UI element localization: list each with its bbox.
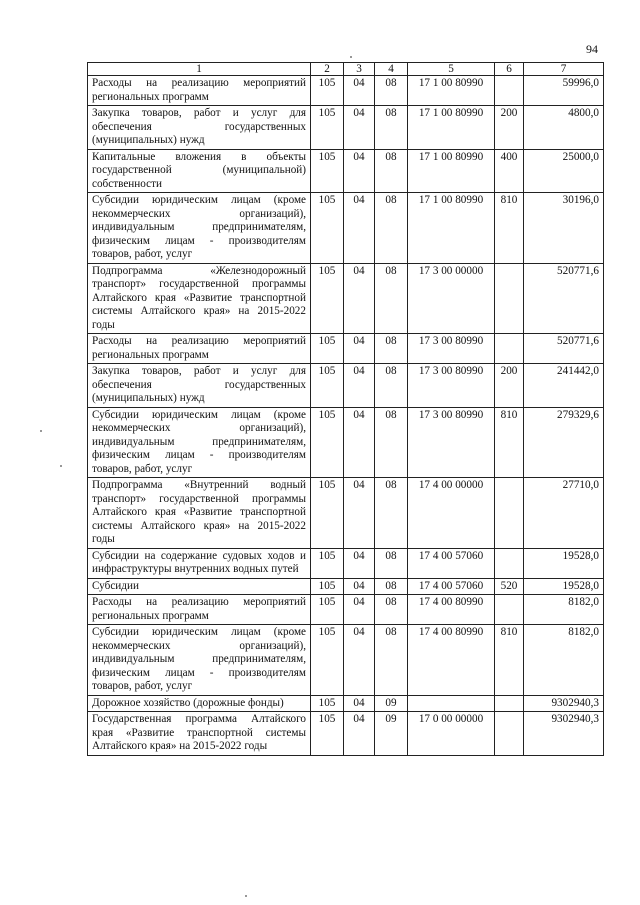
section-code-cell: 04 <box>344 712 375 756</box>
ministry-code-cell: 105 <box>311 712 344 756</box>
section-code-cell: 04 <box>344 193 375 264</box>
row-name-cell: Государственная программа Алтайского края «Развитие транспортной системы Алтайского края» на 2015-2022 годы <box>88 712 311 756</box>
amount-cell: 4800,0 <box>524 106 604 150</box>
ministry-code-cell: 105 <box>311 407 344 478</box>
subsection-code-cell: 09 <box>375 712 408 756</box>
scan-speck <box>245 895 247 897</box>
ministry-code-cell: 105 <box>311 149 344 193</box>
amount-cell: 30196,0 <box>524 193 604 264</box>
target-article-cell: 17 1 00 80990 <box>408 76 495 106</box>
target-article-cell: 17 4 00 57060 <box>408 578 495 595</box>
target-article-cell: 17 0 00 00000 <box>408 712 495 756</box>
ministry-code-cell: 105 <box>311 106 344 150</box>
table-header-row <box>88 63 604 76</box>
table-row <box>88 76 604 106</box>
section-code-cell: 04 <box>344 106 375 150</box>
subsection-code-cell: 08 <box>375 76 408 106</box>
table-row <box>88 149 604 193</box>
ministry-code-cell: 105 <box>311 263 344 334</box>
row-name-cell: Закупка товаров, работ и услуг для обеспечения государственных (муниципальных) нужд <box>88 106 311 150</box>
table-row <box>88 263 604 334</box>
section-code-cell: 04 <box>344 595 375 625</box>
section-code-cell: 04 <box>344 548 375 578</box>
ministry-code-cell: 105 <box>311 364 344 408</box>
amount-cell: 19528,0 <box>524 548 604 578</box>
column-header: 6 <box>495 63 524 76</box>
expense-type-cell: 400 <box>495 149 524 193</box>
row-name-cell: Субсидии юридическим лицам (кроме некоммерческих организаций), индивидуальным предпринимателям, физическим лицам - производителям товаров, работ, услуг <box>88 193 311 264</box>
subsection-code-cell: 08 <box>375 106 408 150</box>
expense-type-cell: 520 <box>495 578 524 595</box>
table-row <box>88 478 604 549</box>
row-name-cell: Подпрограмма «Внутренний водный транспорт» государственной программы Алтайского края «Развитие транспортной системы Алтайского края» на 2015-2022 годы <box>88 478 311 549</box>
row-name-cell: Субсидии на содержание судовых ходов и инфраструктуры внутренних водных путей <box>88 548 311 578</box>
subsection-code-cell: 09 <box>375 695 408 712</box>
table-row <box>88 193 604 264</box>
subsection-code-cell: 08 <box>375 407 408 478</box>
table-row <box>88 695 604 712</box>
column-header: 4 <box>375 63 408 76</box>
expense-type-cell: 200 <box>495 106 524 150</box>
subsection-code-cell: 08 <box>375 595 408 625</box>
target-article-cell: 17 4 00 80990 <box>408 625 495 696</box>
row-name-cell: Подпрограмма «Железнодорожный транспорт» государственной программы Алтайского края «Развитие транспортной системы Алтайского края» на 2015-2022 годы <box>88 263 311 334</box>
scan-speck <box>40 430 42 432</box>
amount-cell: 9302940,3 <box>524 695 604 712</box>
scan-speck <box>60 465 62 467</box>
subsection-code-cell: 08 <box>375 364 408 408</box>
ministry-code-cell: 105 <box>311 595 344 625</box>
section-code-cell: 04 <box>344 478 375 549</box>
page-number: 94 <box>586 42 598 56</box>
amount-cell: 520771,6 <box>524 334 604 364</box>
target-article-cell: 17 4 00 00000 <box>408 478 495 549</box>
column-header: 5 <box>408 63 495 76</box>
table-body <box>88 76 604 756</box>
section-code-cell: 04 <box>344 364 375 408</box>
section-code-cell: 04 <box>344 695 375 712</box>
amount-cell: 279329,6 <box>524 407 604 478</box>
table-row <box>88 625 604 696</box>
table-row <box>88 578 604 595</box>
section-code-cell: 04 <box>344 334 375 364</box>
expense-type-cell <box>495 263 524 334</box>
table-row <box>88 106 604 150</box>
row-name-cell: Закупка товаров, работ и услуг для обеспечения государственных (муниципальных) нужд <box>88 364 311 408</box>
target-article-cell: 17 3 00 80990 <box>408 407 495 478</box>
section-code-cell: 04 <box>344 149 375 193</box>
table-row <box>88 364 604 408</box>
subsection-code-cell: 08 <box>375 478 408 549</box>
amount-cell: 19528,0 <box>524 578 604 595</box>
table-row <box>88 334 604 364</box>
row-name-cell: Капитальные вложения в объекты государственной (муниципальной) собственности <box>88 149 311 193</box>
subsection-code-cell: 08 <box>375 578 408 595</box>
expense-type-cell: 810 <box>495 625 524 696</box>
expense-type-cell <box>495 712 524 756</box>
ministry-code-cell: 105 <box>311 578 344 595</box>
section-code-cell: 04 <box>344 407 375 478</box>
column-header: 2 <box>311 63 344 76</box>
subsection-code-cell: 08 <box>375 548 408 578</box>
row-name-cell: Дорожное хозяйство (дорожные фонды) <box>88 695 311 712</box>
row-name-cell: Субсидии <box>88 578 311 595</box>
amount-cell: 241442,0 <box>524 364 604 408</box>
amount-cell: 25000,0 <box>524 149 604 193</box>
column-header: 7 <box>524 63 604 76</box>
table-row <box>88 407 604 478</box>
ministry-code-cell: 105 <box>311 548 344 578</box>
expense-type-cell <box>495 76 524 106</box>
amount-cell: 8182,0 <box>524 625 604 696</box>
ministry-code-cell: 105 <box>311 625 344 696</box>
amount-cell: 8182,0 <box>524 595 604 625</box>
expense-type-cell <box>495 478 524 549</box>
target-article-cell: 17 3 00 80990 <box>408 334 495 364</box>
expense-type-cell <box>495 334 524 364</box>
expense-type-cell <box>495 595 524 625</box>
target-article-cell: 17 3 00 80990 <box>408 364 495 408</box>
amount-cell: 9302940,3 <box>524 712 604 756</box>
amount-cell: 27710,0 <box>524 478 604 549</box>
expense-type-cell: 810 <box>495 407 524 478</box>
ministry-code-cell: 105 <box>311 76 344 106</box>
section-code-cell: 04 <box>344 625 375 696</box>
table-row <box>88 548 604 578</box>
section-code-cell: 04 <box>344 76 375 106</box>
ministry-code-cell: 105 <box>311 334 344 364</box>
row-name-cell: Расходы на реализацию мероприятий региональных программ <box>88 334 311 364</box>
row-name-cell: Субсидии юридическим лицам (кроме некоммерческих организаций), индивидуальным предпринимателям, физическим лицам - производителям товаров, работ, услуг <box>88 625 311 696</box>
subsection-code-cell: 08 <box>375 625 408 696</box>
table-row <box>88 595 604 625</box>
table-row <box>88 712 604 756</box>
target-article-cell: 17 4 00 80990 <box>408 595 495 625</box>
row-name-cell: Субсидии юридическим лицам (кроме некоммерческих организаций), индивидуальным предпринимателям, физическим лицам - производителям товаров, работ, услуг <box>88 407 311 478</box>
section-code-cell: 04 <box>344 263 375 334</box>
target-article-cell: 17 4 00 57060 <box>408 548 495 578</box>
expense-type-cell: 810 <box>495 193 524 264</box>
target-article-cell <box>408 695 495 712</box>
column-header: 1 <box>88 63 311 76</box>
column-header: 3 <box>344 63 375 76</box>
expense-type-cell: 200 <box>495 364 524 408</box>
target-article-cell: 17 1 00 80990 <box>408 193 495 264</box>
subsection-code-cell: 08 <box>375 263 408 334</box>
subsection-code-cell: 08 <box>375 193 408 264</box>
expense-type-cell <box>495 548 524 578</box>
row-name-cell: Расходы на реализацию мероприятий региональных программ <box>88 76 311 106</box>
subsection-code-cell: 08 <box>375 149 408 193</box>
scan-speck <box>350 56 352 58</box>
amount-cell: 59996,0 <box>524 76 604 106</box>
target-article-cell: 17 1 00 80990 <box>408 149 495 193</box>
amount-cell: 520771,6 <box>524 263 604 334</box>
budget-table <box>87 62 604 756</box>
subsection-code-cell: 08 <box>375 334 408 364</box>
ministry-code-cell: 105 <box>311 193 344 264</box>
row-name-cell: Расходы на реализацию мероприятий региональных программ <box>88 595 311 625</box>
target-article-cell: 17 3 00 00000 <box>408 263 495 334</box>
ministry-code-cell: 105 <box>311 478 344 549</box>
ministry-code-cell: 105 <box>311 695 344 712</box>
section-code-cell: 04 <box>344 578 375 595</box>
expense-type-cell <box>495 695 524 712</box>
target-article-cell: 17 1 00 80990 <box>408 106 495 150</box>
